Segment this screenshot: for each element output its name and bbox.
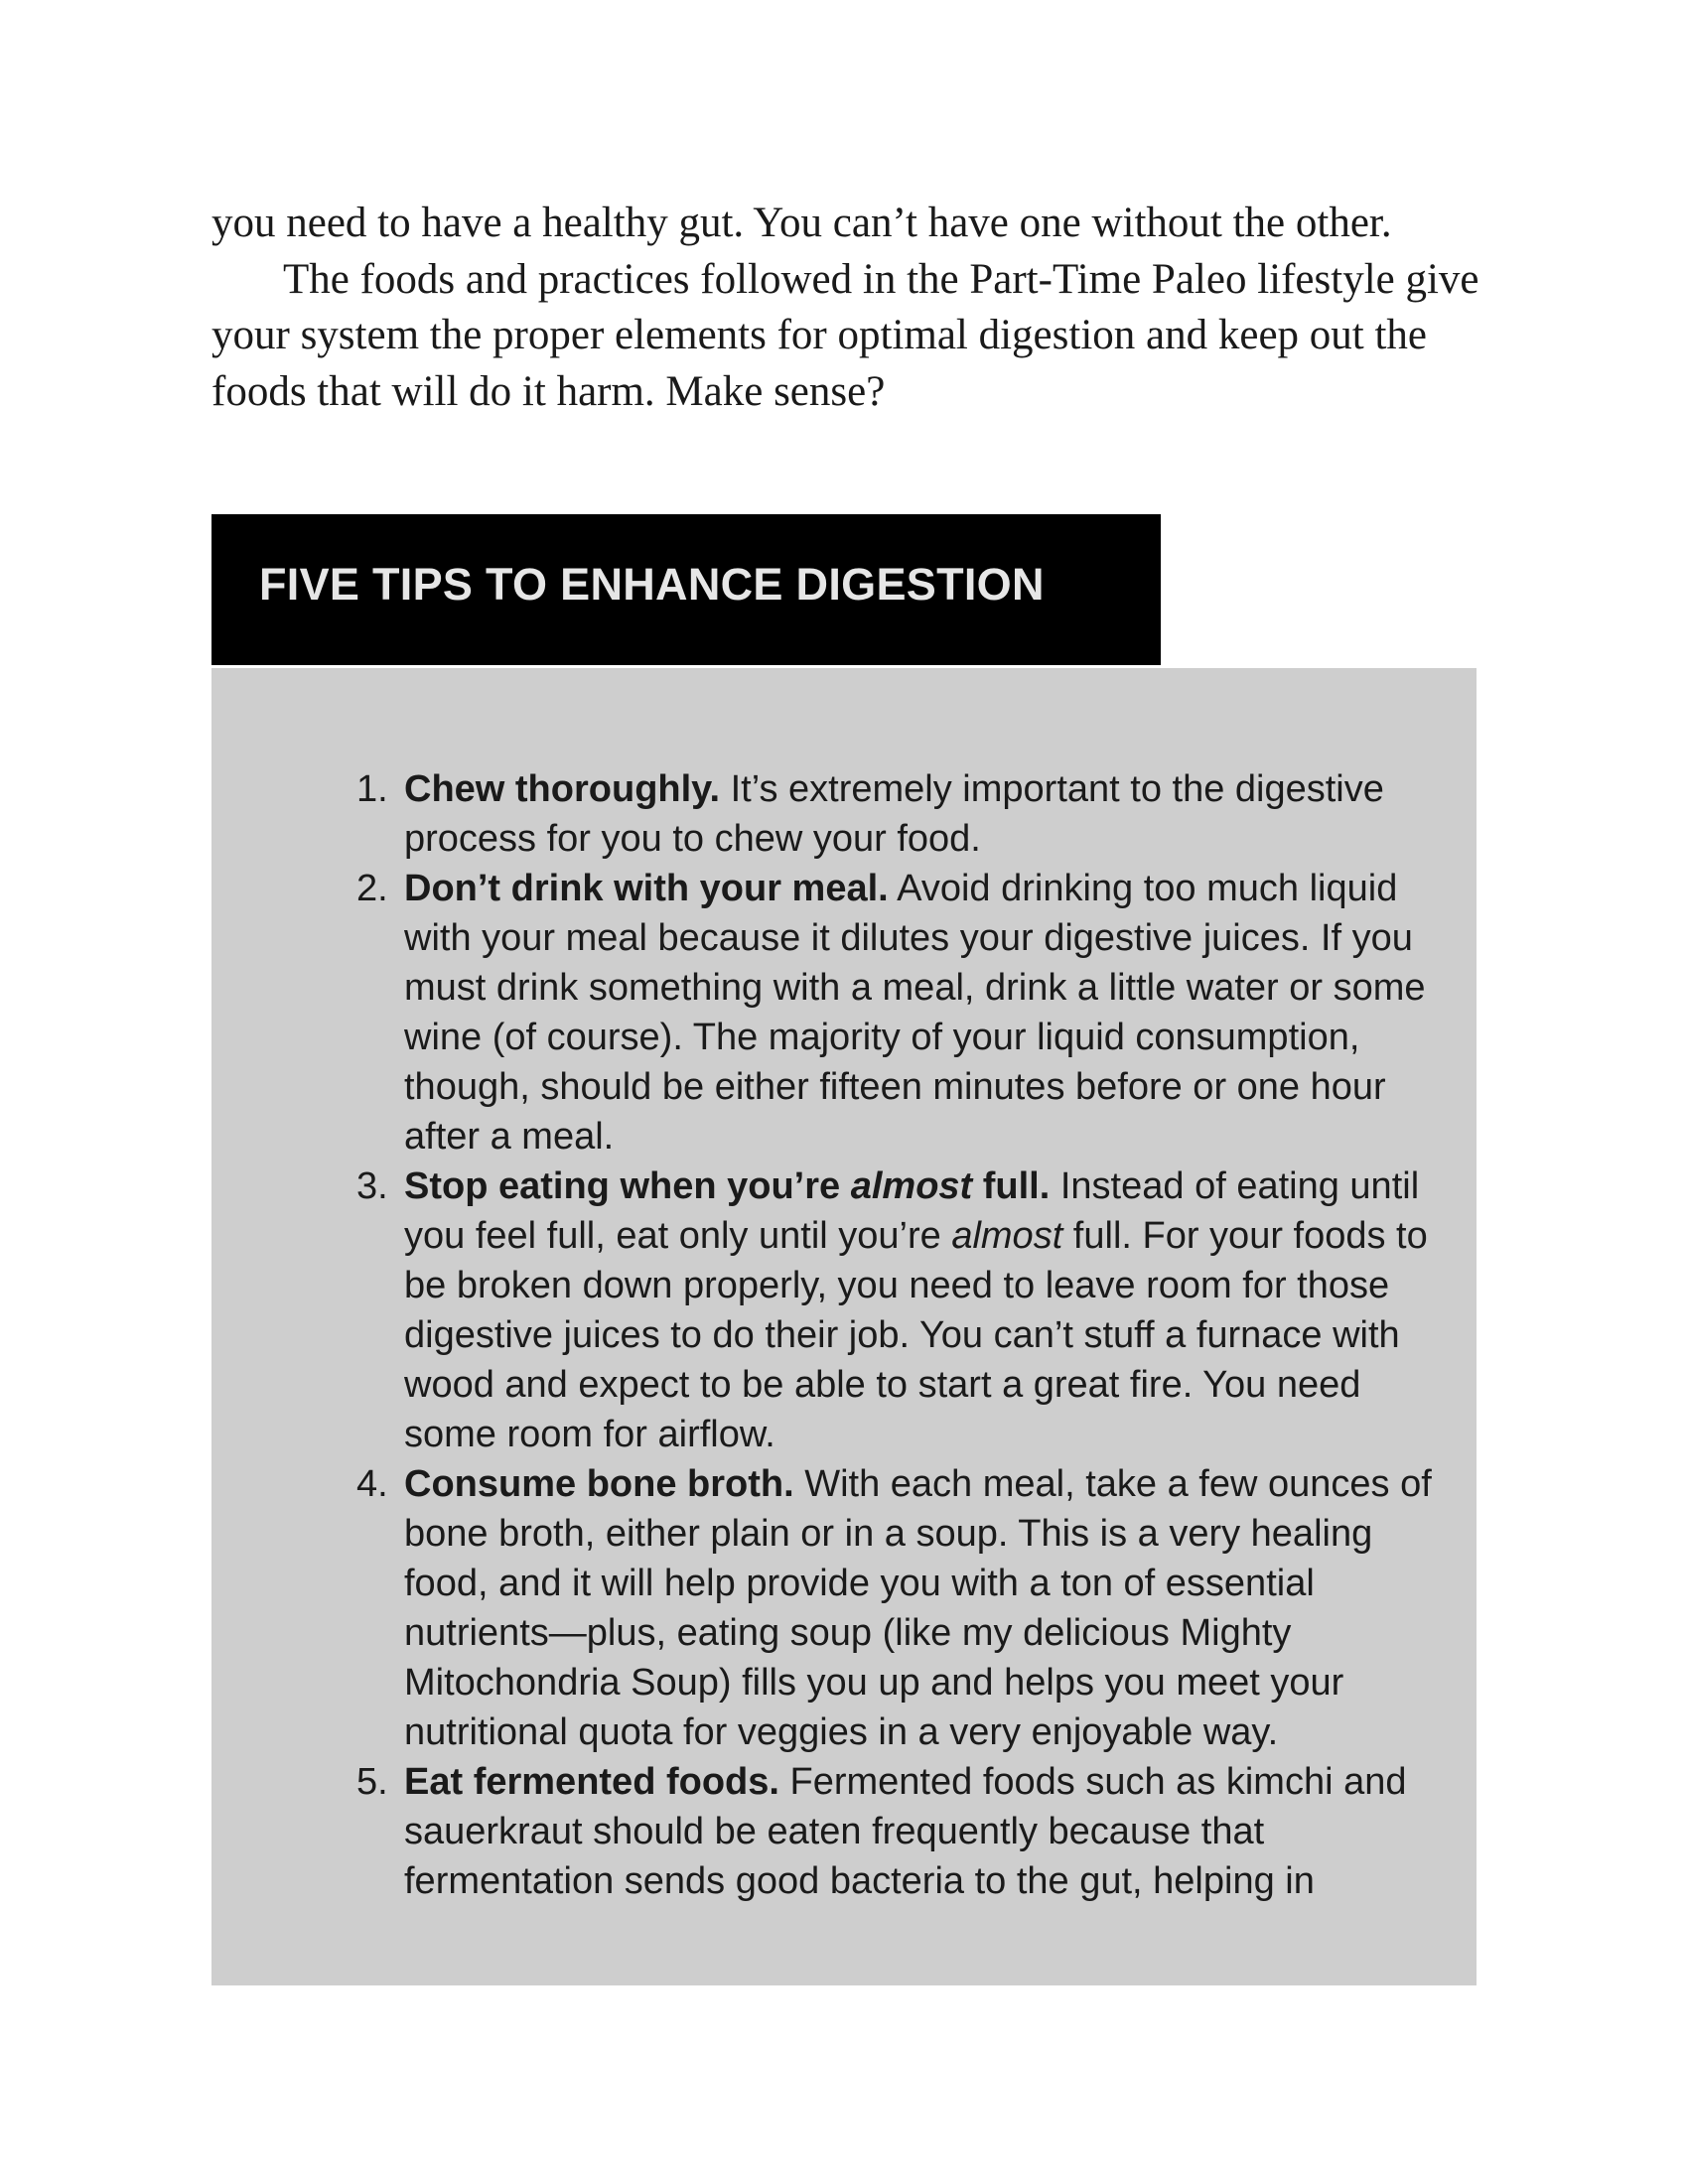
sidebar-title: FIVE TIPS TO ENHANCE DIGESTION [259,559,1045,610]
tip-text [404,764,1437,864]
tip-lead-part: full. [972,1165,1051,1207]
tip-lead: Don’t drink with your meal. [404,868,889,909]
list-number: 1. [356,768,388,810]
tip-text [404,1757,1437,1906]
sidebar-header [211,514,1161,665]
tips-list [211,764,1477,1906]
list-item [211,1161,1477,1459]
tip-lead: Eat fermented foods. [404,1761,779,1803]
tip-body-part: Instead of eating until you feel full, eat only until you’re [404,1165,1420,1257]
list-item [211,1757,1477,1906]
tip-lead [404,1165,1050,1207]
list-item [211,764,1477,864]
tip-body: Avoid drinking too much liquid with your meal because it dilutes your digestive juices. If you must drink something with a meal, drink a little water or some wine (of course). The majority of your liquid consumption, though, should be either fifteen minutes before or one hour after a meal. [404,868,1426,1158]
tip-body: With each meal, take a few ounces of bone broth, either plain or in a soup. This is a very healing food, and it will help provide you with a ton of essential nutrients—plus, eating soup (like my delicious Mighty Mitochondria Soup) fills you up and helps you meet your nutritional quota for veggies in a very enjoyable way. [404,1463,1432,1753]
list-number: 4. [356,1463,388,1505]
body-text [211,196,1502,420]
tip-text [404,1161,1437,1459]
tip-body-emphasis: almost [951,1215,1063,1257]
list-number: 2. [356,868,388,909]
tip-lead-part: Stop eating when you’re [404,1165,851,1207]
paragraph: you need to have a healthy gut. You can’t have one without the other. [211,200,1392,246]
list-item [211,1459,1477,1757]
tip-lead: Consume bone broth. [404,1463,794,1505]
sidebar-box [211,668,1477,1985]
tip-text [404,1459,1437,1757]
tip-lead: Chew thoroughly. [404,768,721,810]
tip-body: It’s extremely important to the digestive process for you to chew your food. [404,768,1384,860]
tip-body: Fermented foods such as kimchi and sauerkraut should be eaten frequently because that fermentation sends good bacteria to the gut, helping in [404,1761,1407,1902]
tip-body-part: full. For your foods to be broken down properly, you need to leave room for those digestive juices to do their job. You can’t stuff a furnace with wood and expect to be able to start a great fire. You need some room for airflow. [404,1215,1428,1455]
paragraph: The foods and practices followed in the Part-Time Paleo lifestyle give your system the proper elements for optimal digestion and keep out the foods that will do it harm. Make sense? [211,255,1479,415]
tip-lead-emphasis: almost [850,1165,973,1207]
list-item [211,864,1477,1161]
list-number: 3. [356,1165,388,1207]
list-number: 5. [356,1761,388,1803]
tip-text [404,864,1437,1161]
